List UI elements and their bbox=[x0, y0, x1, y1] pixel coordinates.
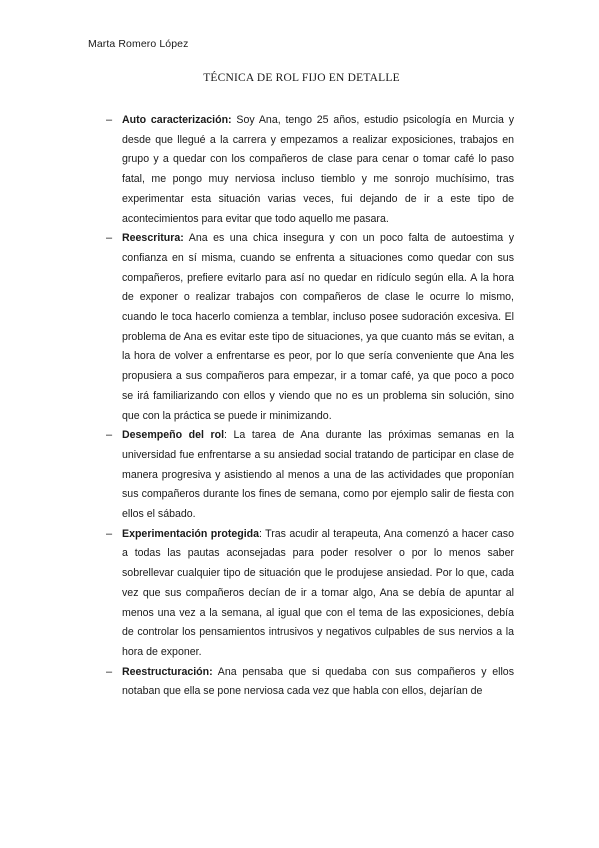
bullet-dash: – bbox=[106, 429, 113, 442]
section-list bbox=[0, 111, 599, 702]
list-item-experimentacion-protegida bbox=[0, 525, 599, 663]
item-body: : La tarea de Ana durante las próximas semanas en la universidad fue enfrentarse a su ansiedad social tratando de participar en clase de manera progresiva y asistiendo al menos a una de las actividades que proponían sus compañeros durante los fines de semana, como por ejemplo salir de fiesta con ellos el sábado. bbox=[122, 429, 514, 521]
list-item-text bbox=[122, 663, 514, 702]
item-body: Ana es una chica insegura y con un poco falta de autoestima y confianza en sí misma, cuando se enfrenta a situaciones como quedar con sus compañeros, prefiere evitarlo para así no quedar en ridículo según ella. A la hora de exponer o realizar trabajos con compañeros de clase le ocurre lo mismo, cuando le toca hacerlo comienza a temblar, incluso posee sudoración excesiva. El problema de Ana es evitar este tipo de situaciones, ya que cuanto más se evitan, a la hora de volver a enfrentarse es peor, por lo que sería conveniente que Ana les propusiera a sus compañeros para empezar, ir a tomar café, ya que poco a poco se irá familiarizando con ellos y viendo que no es un problema sin solución, sino que con la práctica se puede ir minimizando. bbox=[122, 232, 514, 422]
list-item-reestructuracion bbox=[0, 663, 599, 702]
list-item-auto-caracterizacion bbox=[0, 111, 599, 229]
bullet-dash: – bbox=[106, 527, 113, 540]
item-body: : Tras acudir al terapeuta, Ana comenzó a hacer caso a todas las pautas aconsejadas para poder resolver o por lo menos saber sobrellevar cualquier tipo de situación que le produjese ansiedad. Por lo que, cada vez que sus compañeros decían de ir a tomar algo, Ana se debía de apuntar al menos una vez a la semana, al igual que con el tema de las exposiciones, debía de controlar los pensamientos intrusivos y negativos culpables de sus nervios a la hora de exponer. bbox=[122, 527, 514, 658]
item-term: Desempeño del rol bbox=[122, 429, 225, 442]
item-body: Soy Ana, tengo 25 años, estudio psicología en Murcia y desde que llegué a la carrera y empezamos a realizar exposiciones, trabajos en grupo y a quedar con los compañeros de clase para cenar o tomar café lo paso fatal, me pongo muy nerviosa incluso tiemblo y me sonrojo muchísimo, tras experimentar esta situación varias veces, fui dejando de ir a este tipo de acontecimientos para evitar que todo aquello me pasara. bbox=[122, 114, 514, 225]
list-item-text bbox=[122, 229, 514, 426]
item-term: Reescritura: bbox=[122, 232, 184, 245]
list-item-reescritura bbox=[0, 229, 599, 426]
list-item-text bbox=[122, 111, 514, 229]
author-name: Marta Romero López bbox=[88, 38, 189, 50]
item-term: Reestructuración: bbox=[122, 665, 213, 678]
list-item-text bbox=[122, 525, 514, 663]
list-item-text bbox=[122, 426, 514, 525]
item-term: Experimentación protegida bbox=[122, 527, 260, 540]
bullet-dash: – bbox=[106, 114, 113, 126]
item-term: Auto caracterización: bbox=[122, 114, 232, 126]
bullet-dash: – bbox=[106, 665, 113, 678]
document-title: TÉCNICA DE ROL FIJO EN DETALLE bbox=[203, 72, 400, 84]
item-body: Ana pensaba que si quedaba con sus compañeros y ellos notaban que ella se pone nerviosa cada vez que habla con ellos, dejarían de bbox=[122, 665, 514, 698]
list-item-desempeno-del-rol bbox=[0, 426, 599, 525]
bullet-dash: – bbox=[106, 232, 113, 245]
